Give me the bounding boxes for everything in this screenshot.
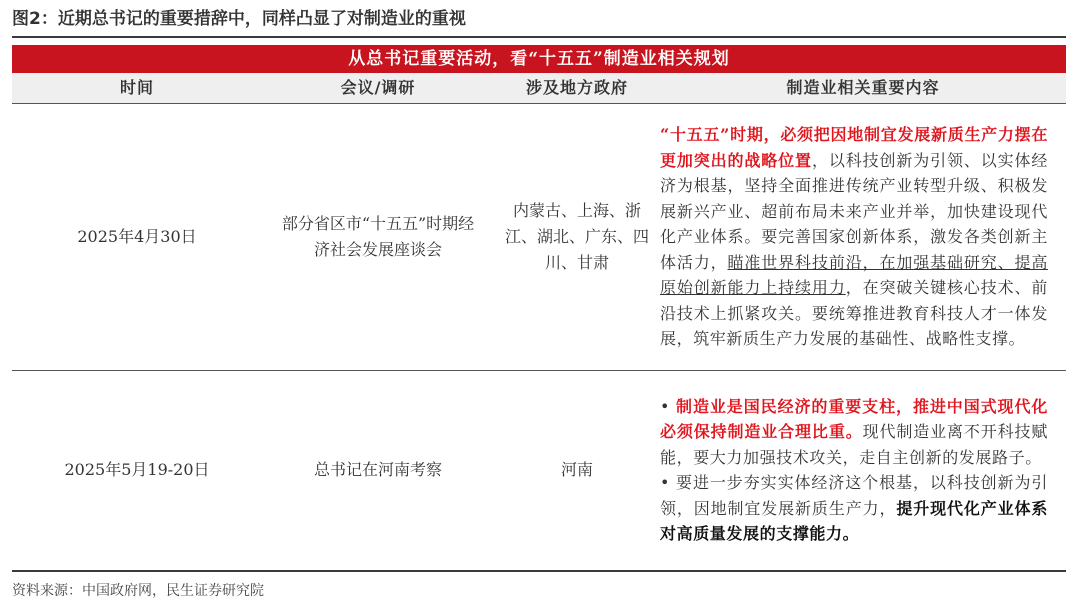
content-segment: 制造业是国民经济的重要支柱，推进中国式现代化必须保持制造业合理比重。 <box>660 396 1048 441</box>
table-row <box>12 104 1066 371</box>
content-segment: “十五五”时期，必须把因地制宜发展新质生产力摆在更加突出的战略位置 <box>660 125 1048 170</box>
table-header-row <box>12 73 1066 104</box>
bottom-rule <box>12 570 1066 572</box>
source-note: 资料来源：中国政府网，民生证券研究院 <box>12 583 264 599</box>
content-segment: • <box>660 396 677 416</box>
table-row <box>12 372 1066 568</box>
content-text <box>660 394 1048 547</box>
figure-title: 图2：近期总书记的重要措辞中，同样凸显了对制造业的重视 <box>12 9 466 29</box>
header-time: 时间 <box>119 78 154 97</box>
cell-time: 2025年5月19-20日 <box>64 460 210 479</box>
content-segment: ，在突破关键核心技术、前沿技术上抓紧攻关。要统筹推进教育科技人才一体发展，筑牢新质生产力发展的基础性、战略性支撑。 <box>660 278 1048 349</box>
content-segment: 瞄准世界科技前沿，在加强基础研究、提高原始创新能力上持续用力 <box>660 252 1048 298</box>
content-segment: ，以科技创新为引领、以实体经济为根基，坚持全面推进传统产业转型升级、积极发展新兴产业、超前布局未来产业并举，加快建设现代化产业体系。要完善国家创新体系，激发各类创新主体活力， <box>660 150 1048 272</box>
cell-content <box>660 372 1066 568</box>
cell-meeting: 部分省区市“十五五”时期经济社会发展座谈会 <box>281 214 475 259</box>
cell-meeting: 总书记在河南考察 <box>313 460 442 479</box>
content-segment: 现代制造业离不开科技赋能，要大力加强技术攻关，走自主创新的发展路子。 <box>660 422 1048 467</box>
content-segment: 提升现代化产业体系对高质量发展的支撑能力。 <box>660 498 1048 543</box>
header-content: 制造业相关重要内容 <box>786 78 940 97</box>
header-local-gov: 涉及地方政府 <box>525 78 628 97</box>
header-meeting: 会议/调研 <box>340 78 416 97</box>
cell-time: 2025年4月30日 <box>77 227 197 246</box>
content-text <box>660 122 1048 352</box>
cell-local-gov: 内蒙古、上海、浙江、湖北、广东、四川、甘肃 <box>504 201 649 272</box>
cell-local-gov: 河南 <box>560 460 593 479</box>
title-rule <box>12 36 1066 38</box>
table-banner: 从总书记重要活动，看“十五五”制造业相关规划 <box>12 45 1066 73</box>
cell-content <box>660 104 1066 370</box>
content-segment: • 要进一步夯实实体经济这个根基，以科技创新为引领，因地制宜发展新质生产力， <box>660 473 1048 518</box>
